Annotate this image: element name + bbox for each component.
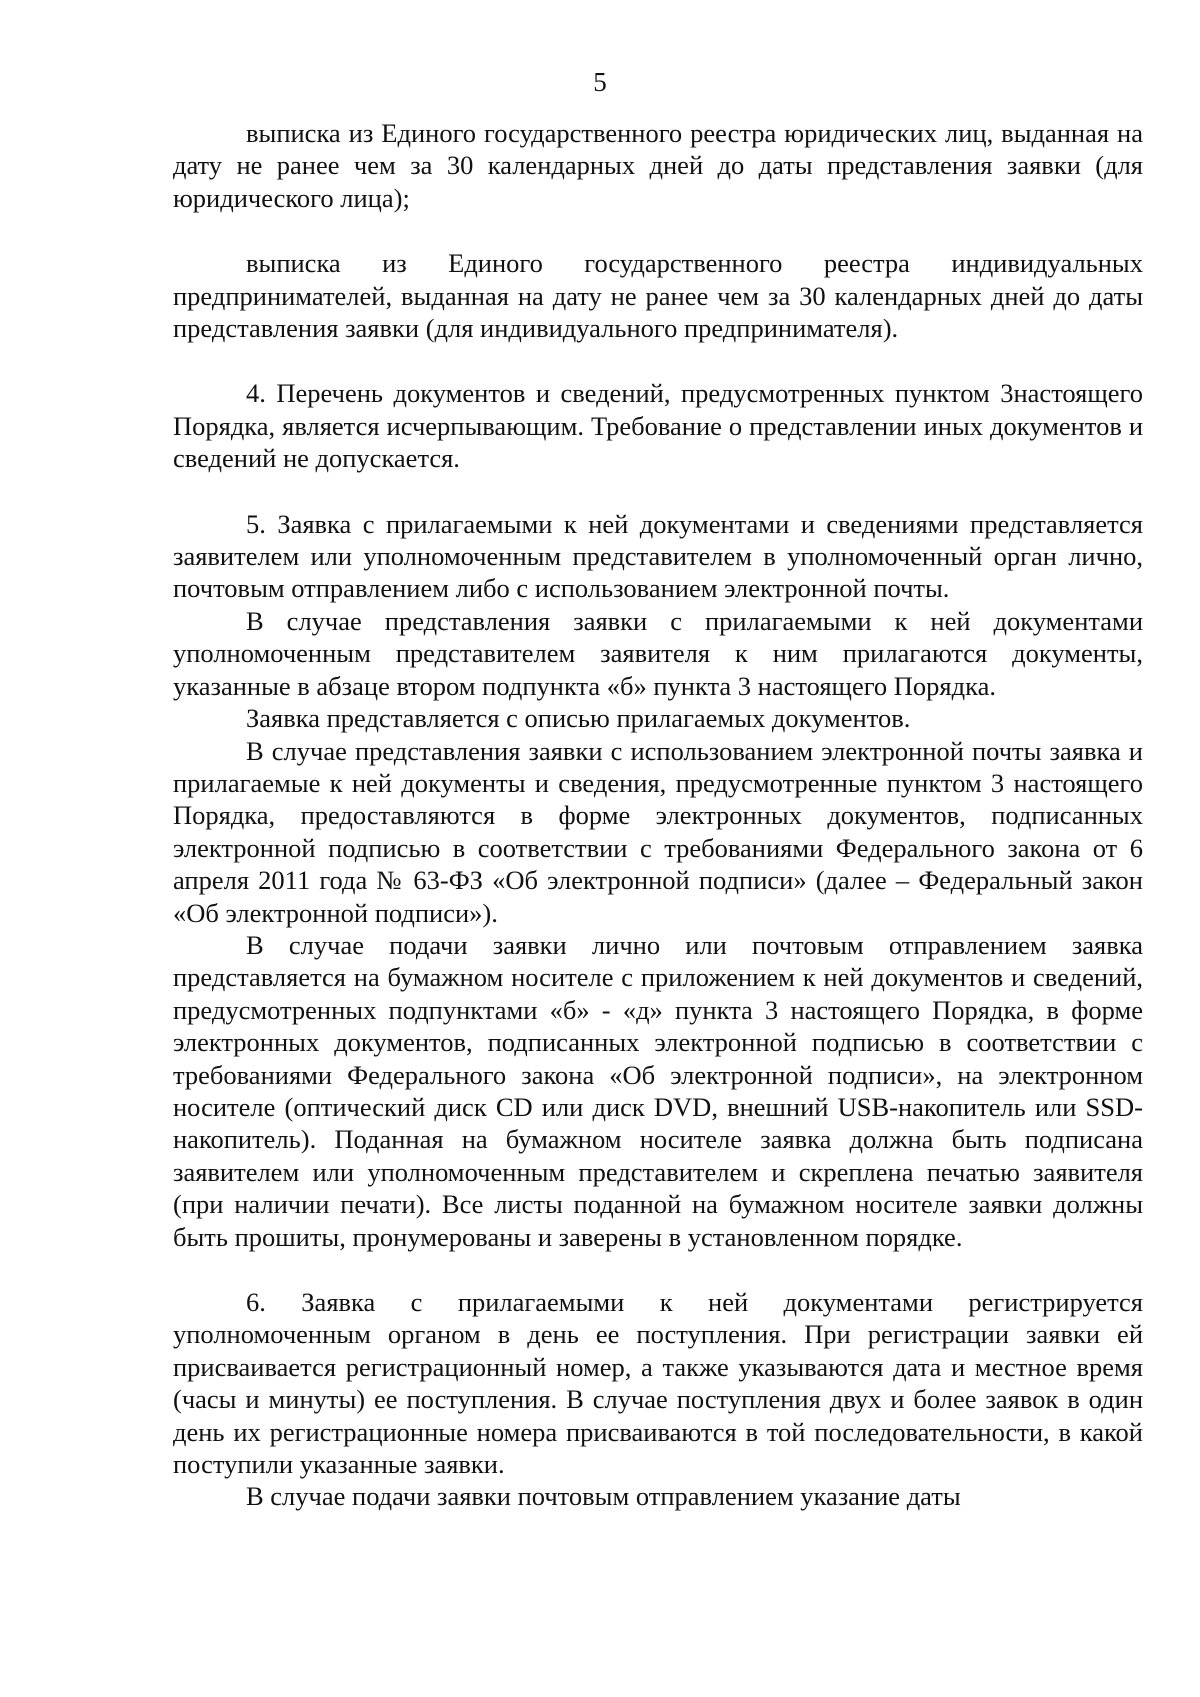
paragraph-inventory: Заявка представляется с описью прилагаемых документов. xyxy=(246,703,911,734)
paragraph-egrul-extract: выписка из Единого государственного реестра юридических лиц, выданная на дату не ранее чем за 30 календарных дней до даты представления заявки (для юридического лица); xyxy=(173,118,1143,213)
paragraph-item-6: 6. Заявка с прилагаемыми к ней документами регистрируется уполномоченным органом в день ее поступления. При регистрации заявки ей присваивается регистрационный номер, а также указываются дата и местное время (часы и минуты) ее поступления. В случае поступления двух и более заявок в один день их регистрационные номера присваиваются в той последовательности, в какой поступили указанные заявки. xyxy=(173,1287,1143,1480)
paragraph-item-4: 4. Перечень документов и сведений, предусмотренных пунктом 3настоящего Порядка, является исчерпывающим. Требование о представлении иных документов и сведений не допускается. xyxy=(173,378,1143,474)
document-body xyxy=(173,117,1143,1513)
paragraph-postal-date: В случае подачи заявки почтовым отправлением указание даты xyxy=(246,1481,961,1512)
paragraph-paper-submission: В случае подачи заявки лично или почтовым отправлением заявка представляется на бумажном носителе с приложением к ней документов и сведений, предусмотренных подпунктами «б» - «д» пункта 3 настоящего Порядка, в форме электронных документов, подписанных электронной подписью в соответствии с требованиями Федерального закона «Об электронной подписи», на электронном носителе (оптический диск CD или диск DVD, внешний USB-накопитель или SSD-накопитель). Поданная на бумажном носителе заявка должна быть подписана заявителем или уполномоченным представителем и скреплена печатью заявителя (при наличии печати). Все листы поданной на бумажном носителе заявки должны быть прошиты, пронумерованы и заверены в установленном порядке. xyxy=(173,929,1143,1252)
paragraph-item-5: 5. Заявка с прилагаемыми к ней документами и сведениями представляется заявителем или уполномоченным представителем в уполномоченный орган лично, почтовым отправлением либо с использованием электронной почты. xyxy=(173,508,1143,604)
paragraph-email-submission: В случае представления заявки с использованием электронной почты заявка и прилагаемые к ней документы и сведения, предусмотренные пунктом 3 настоящего Порядка, предоставляются в форме электронных документов, подписанных электронной подписью в соответствии с требованиями Федерального закона от 6 апреля 2011 года № 63-ФЗ «Об электронной подписи» (далее – Федеральный закон «Об электронной подписи»). xyxy=(173,735,1143,928)
paragraph-representative-docs: В случае представления заявки с прилагаемыми к ней документами уполномоченным представителем заявителя к ним прилагаются документы, указанные в абзаце втором подпункта «б» пункта 3 настоящего Порядка. xyxy=(173,605,1143,701)
paragraph-egrip-extract: выписка из Единого государственного реестра индивидуальных предпринимателей, выданная на дату не ранее чем за 30 календарных дней до даты представления заявки (для индивидуального предпринимателя). xyxy=(173,248,1143,344)
page-number: 5 xyxy=(593,67,607,97)
